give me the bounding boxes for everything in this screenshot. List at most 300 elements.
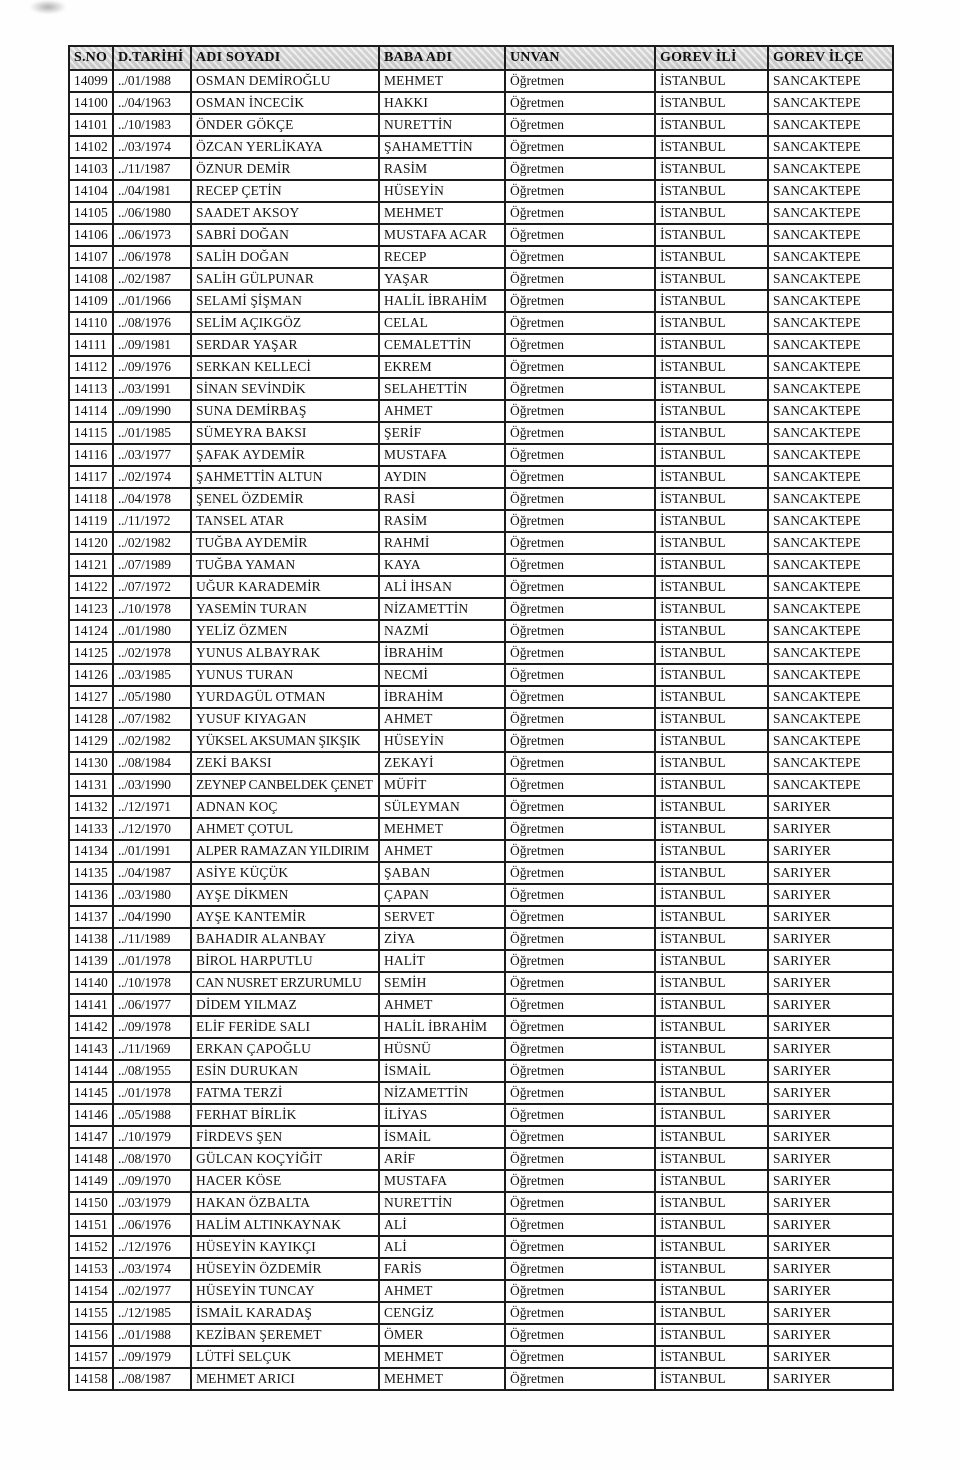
cell-gorev_ili: İSTANBUL [655, 862, 768, 884]
cell-gorev_ili: İSTANBUL [655, 510, 768, 532]
cell-dtarihi: ../01/1988 [113, 1324, 191, 1346]
cell-dtarihi: ../03/1991 [113, 378, 191, 400]
cell-unvan: Öğretmen [505, 1148, 655, 1170]
cell-adi_soyadi: BAHADIR ALANBAY [191, 928, 379, 950]
cell-adi_soyadi: HACER KÖSE [191, 1170, 379, 1192]
cell-dtarihi: ../01/1985 [113, 422, 191, 444]
table-row [69, 1368, 893, 1390]
cell-gorev_ili: İSTANBUL [655, 312, 768, 334]
cell-dtarihi: ../07/1989 [113, 554, 191, 576]
cell-sno: 14155 [69, 1302, 113, 1324]
table-row [69, 444, 893, 466]
cell-baba_adi: KAYA [379, 554, 505, 576]
cell-baba_adi: RASİM [379, 510, 505, 532]
cell-dtarihi: ../08/1987 [113, 1368, 191, 1390]
cell-gorev_ilce: SARIYER [768, 1280, 893, 1302]
cell-dtarihi: ../03/1990 [113, 774, 191, 796]
cell-baba_adi: RECEP [379, 246, 505, 268]
cell-adi_soyadi: YÜKSEL AKSUMAN ŞIKŞIK [191, 730, 379, 752]
cell-baba_adi: ARİF [379, 1148, 505, 1170]
cell-gorev_ili: İSTANBUL [655, 1258, 768, 1280]
cell-gorev_ili: İSTANBUL [655, 950, 768, 972]
table-row [69, 1258, 893, 1280]
cell-unvan: Öğretmen [505, 92, 655, 114]
cell-gorev_ilce: SANCAKTEPE [768, 136, 893, 158]
cell-unvan: Öğretmen [505, 972, 655, 994]
cell-gorev_ili: İSTANBUL [655, 818, 768, 840]
cell-baba_adi: İBRAHİM [379, 686, 505, 708]
cell-adi_soyadi: UĞUR KARADEMİR [191, 576, 379, 598]
cell-dtarihi: ../03/1974 [113, 136, 191, 158]
cell-baba_adi: MÜFİT [379, 774, 505, 796]
cell-adi_soyadi: SALİH DOĞAN [191, 246, 379, 268]
table-row [69, 400, 893, 422]
cell-sno: 14139 [69, 950, 113, 972]
cell-unvan: Öğretmen [505, 752, 655, 774]
cell-dtarihi: ../03/1980 [113, 884, 191, 906]
cell-sno: 14156 [69, 1324, 113, 1346]
cell-dtarihi: ../04/1963 [113, 92, 191, 114]
table-row [69, 774, 893, 796]
table-row [69, 70, 893, 92]
cell-adi_soyadi: HÜSEYİN KAYIKÇI [191, 1236, 379, 1258]
cell-gorev_ilce: SARIYER [768, 906, 893, 928]
table-row [69, 136, 893, 158]
cell-gorev_ili: İSTANBUL [655, 576, 768, 598]
cell-dtarihi: ../11/1969 [113, 1038, 191, 1060]
table-row [69, 1060, 893, 1082]
cell-sno: 14106 [69, 224, 113, 246]
cell-dtarihi: ../06/1978 [113, 246, 191, 268]
cell-adi_soyadi: HAKAN ÖZBALTA [191, 1192, 379, 1214]
cell-baba_adi: FARİS [379, 1258, 505, 1280]
cell-dtarihi: ../02/1982 [113, 532, 191, 554]
table-row [69, 664, 893, 686]
cell-baba_adi: HALİL İBRAHİM [379, 290, 505, 312]
cell-sno: 14147 [69, 1126, 113, 1148]
cell-adi_soyadi: YURDAGÜL OTMAN [191, 686, 379, 708]
cell-baba_adi: CENGİZ [379, 1302, 505, 1324]
cell-gorev_ilce: SARIYER [768, 1148, 893, 1170]
cell-gorev_ilce: SARIYER [768, 1214, 893, 1236]
cell-baba_adi: RAHMİ [379, 532, 505, 554]
table-row [69, 708, 893, 730]
cell-sno: 14141 [69, 994, 113, 1016]
cell-baba_adi: MEHMET [379, 202, 505, 224]
cell-dtarihi: ../01/1978 [113, 950, 191, 972]
column-header-gorev_ilce: GOREV İLÇE [768, 46, 893, 70]
cell-gorev_ilce: SARIYER [768, 1324, 893, 1346]
cell-sno: 14135 [69, 862, 113, 884]
cell-sno: 14140 [69, 972, 113, 994]
cell-gorev_ili: İSTANBUL [655, 1060, 768, 1082]
cell-dtarihi: ../03/1985 [113, 664, 191, 686]
table-row [69, 466, 893, 488]
cell-sno: 14128 [69, 708, 113, 730]
cell-sno: 14145 [69, 1082, 113, 1104]
cell-adi_soyadi: SABRİ DOĞAN [191, 224, 379, 246]
cell-gorev_ili: İSTANBUL [655, 422, 768, 444]
cell-sno: 14109 [69, 290, 113, 312]
cell-unvan: Öğretmen [505, 730, 655, 752]
cell-gorev_ili: İSTANBUL [655, 378, 768, 400]
cell-sno: 14104 [69, 180, 113, 202]
cell-dtarihi: ../02/1978 [113, 642, 191, 664]
cell-gorev_ili: İSTANBUL [655, 1038, 768, 1060]
cell-unvan: Öğretmen [505, 180, 655, 202]
cell-unvan: Öğretmen [505, 532, 655, 554]
cell-sno: 14154 [69, 1280, 113, 1302]
table-row [69, 1346, 893, 1368]
table-row [69, 1214, 893, 1236]
cell-sno: 14151 [69, 1214, 113, 1236]
cell-gorev_ilce: SARIYER [768, 972, 893, 994]
cell-unvan: Öğretmen [505, 686, 655, 708]
cell-unvan: Öğretmen [505, 224, 655, 246]
cell-adi_soyadi: ZEYNEP CANBELDEK ÇENET [191, 774, 379, 796]
table-row [69, 1016, 893, 1038]
cell-sno: 14152 [69, 1236, 113, 1258]
cell-adi_soyadi: YUNUS ALBAYRAK [191, 642, 379, 664]
cell-baba_adi: ZEKAYİ [379, 752, 505, 774]
cell-sno: 14142 [69, 1016, 113, 1038]
cell-gorev_ilce: SANCAKTEPE [768, 422, 893, 444]
cell-sno: 14149 [69, 1170, 113, 1192]
cell-unvan: Öğretmen [505, 1016, 655, 1038]
cell-dtarihi: ../02/1974 [113, 466, 191, 488]
cell-gorev_ilce: SARIYER [768, 950, 893, 972]
cell-dtarihi: ../01/1988 [113, 70, 191, 92]
cell-dtarihi: ../10/1979 [113, 1126, 191, 1148]
table-row [69, 840, 893, 862]
cell-sno: 14129 [69, 730, 113, 752]
cell-sno: 14117 [69, 466, 113, 488]
table-row [69, 994, 893, 1016]
cell-gorev_ilce: SARIYER [768, 1060, 893, 1082]
cell-gorev_ili: İSTANBUL [655, 532, 768, 554]
cell-gorev_ili: İSTANBUL [655, 488, 768, 510]
cell-adi_soyadi: ASİYE KÜÇÜK [191, 862, 379, 884]
cell-gorev_ili: İSTANBUL [655, 224, 768, 246]
cell-dtarihi: ../11/1987 [113, 158, 191, 180]
cell-gorev_ili: İSTANBUL [655, 1082, 768, 1104]
cell-dtarihi: ../04/1981 [113, 180, 191, 202]
cell-gorev_ilce: SARIYER [768, 1258, 893, 1280]
cell-baba_adi: NAZMİ [379, 620, 505, 642]
table-row [69, 686, 893, 708]
cell-adi_soyadi: YELİZ ÖZMEN [191, 620, 379, 642]
cell-unvan: Öğretmen [505, 1214, 655, 1236]
cell-baba_adi: MEHMET [379, 1368, 505, 1390]
cell-sno: 14099 [69, 70, 113, 92]
cell-dtarihi: ../01/1980 [113, 620, 191, 642]
cell-baba_adi: RASİ [379, 488, 505, 510]
cell-dtarihi: ../10/1983 [113, 114, 191, 136]
cell-gorev_ilce: SANCAKTEPE [768, 246, 893, 268]
cell-sno: 14110 [69, 312, 113, 334]
cell-sno: 14115 [69, 422, 113, 444]
cell-gorev_ili: İSTANBUL [655, 1170, 768, 1192]
table-header [69, 46, 893, 70]
cell-gorev_ili: İSTANBUL [655, 774, 768, 796]
column-header-dtarihi: D.TARİHİ [113, 46, 191, 70]
cell-gorev_ilce: SARIYER [768, 1192, 893, 1214]
table-row [69, 884, 893, 906]
cell-gorev_ilce: SARIYER [768, 818, 893, 840]
cell-unvan: Öğretmen [505, 1082, 655, 1104]
cell-dtarihi: ../08/1970 [113, 1148, 191, 1170]
cell-unvan: Öğretmen [505, 950, 655, 972]
cell-sno: 14125 [69, 642, 113, 664]
cell-baba_adi: SELAHETTİN [379, 378, 505, 400]
cell-dtarihi: ../10/1978 [113, 972, 191, 994]
cell-gorev_ili: İSTANBUL [655, 598, 768, 620]
cell-gorev_ilce: SANCAKTEPE [768, 224, 893, 246]
cell-baba_adi: HÜSNÜ [379, 1038, 505, 1060]
cell-dtarihi: ../12/1971 [113, 796, 191, 818]
table-row [69, 1170, 893, 1192]
cell-adi_soyadi: YASEMİN TURAN [191, 598, 379, 620]
cell-sno: 14144 [69, 1060, 113, 1082]
cell-baba_adi: MUSTAFA [379, 444, 505, 466]
cell-sno: 14112 [69, 356, 113, 378]
cell-gorev_ili: İSTANBUL [655, 1192, 768, 1214]
column-header-baba_adi: BABA ADI [379, 46, 505, 70]
cell-gorev_ilce: SANCAKTEPE [768, 70, 893, 92]
table-row [69, 224, 893, 246]
cell-gorev_ili: İSTANBUL [655, 400, 768, 422]
cell-sno: 14130 [69, 752, 113, 774]
cell-unvan: Öğretmen [505, 1192, 655, 1214]
cell-baba_adi: ZİYA [379, 928, 505, 950]
table-row [69, 422, 893, 444]
cell-unvan: Öğretmen [505, 1060, 655, 1082]
cell-gorev_ili: İSTANBUL [655, 730, 768, 752]
cell-gorev_ilce: SARIYER [768, 840, 893, 862]
cell-dtarihi: ../06/1973 [113, 224, 191, 246]
cell-gorev_ilce: SARIYER [768, 1236, 893, 1258]
table-row [69, 180, 893, 202]
cell-gorev_ili: İSTANBUL [655, 686, 768, 708]
cell-gorev_ili: İSTANBUL [655, 334, 768, 356]
cell-unvan: Öğretmen [505, 862, 655, 884]
cell-unvan: Öğretmen [505, 1126, 655, 1148]
cell-gorev_ili: İSTANBUL [655, 1346, 768, 1368]
cell-baba_adi: AHMET [379, 400, 505, 422]
cell-unvan: Öğretmen [505, 598, 655, 620]
cell-gorev_ili: İSTANBUL [655, 1280, 768, 1302]
cell-adi_soyadi: KEZİBAN ŞEREMET [191, 1324, 379, 1346]
cell-baba_adi: SERVET [379, 906, 505, 928]
table-row [69, 1126, 893, 1148]
cell-unvan: Öğretmen [505, 1104, 655, 1126]
cell-baba_adi: AHMET [379, 1280, 505, 1302]
table-row [69, 554, 893, 576]
table-row [69, 642, 893, 664]
cell-sno: 14136 [69, 884, 113, 906]
cell-unvan: Öğretmen [505, 1258, 655, 1280]
cell-baba_adi: AHMET [379, 708, 505, 730]
cell-baba_adi: EKREM [379, 356, 505, 378]
cell-unvan: Öğretmen [505, 1038, 655, 1060]
cell-sno: 14153 [69, 1258, 113, 1280]
cell-unvan: Öğretmen [505, 114, 655, 136]
cell-gorev_ilce: SANCAKTEPE [768, 774, 893, 796]
cell-gorev_ili: İSTANBUL [655, 664, 768, 686]
cell-dtarihi: ../02/1977 [113, 1280, 191, 1302]
table-row [69, 158, 893, 180]
table-row [69, 1038, 893, 1060]
cell-gorev_ili: İSTANBUL [655, 1236, 768, 1258]
cell-baba_adi: AHMET [379, 994, 505, 1016]
cell-dtarihi: ../09/1981 [113, 334, 191, 356]
cell-adi_soyadi: MEHMET ARICI [191, 1368, 379, 1390]
table-row [69, 92, 893, 114]
cell-adi_soyadi: İSMAİL KARADAŞ [191, 1302, 379, 1324]
cell-gorev_ili: İSTANBUL [655, 92, 768, 114]
cell-baba_adi: SÜLEYMAN [379, 796, 505, 818]
cell-baba_adi: İBRAHİM [379, 642, 505, 664]
cell-gorev_ilce: SARIYER [768, 1104, 893, 1126]
column-header-adi_soyadi: ADI SOYADI [191, 46, 379, 70]
cell-dtarihi: ../09/1970 [113, 1170, 191, 1192]
table-row [69, 356, 893, 378]
cell-gorev_ilce: SANCAKTEPE [768, 400, 893, 422]
cell-baba_adi: HAKKI [379, 92, 505, 114]
cell-sno: 14114 [69, 400, 113, 422]
table-row [69, 906, 893, 928]
cell-gorev_ili: İSTANBUL [655, 1016, 768, 1038]
cell-sno: 14118 [69, 488, 113, 510]
cell-gorev_ilce: SARIYER [768, 796, 893, 818]
cell-sno: 14131 [69, 774, 113, 796]
cell-adi_soyadi: SELİM AÇIKGÖZ [191, 312, 379, 334]
cell-gorev_ili: İSTANBUL [655, 180, 768, 202]
cell-dtarihi: ../01/1991 [113, 840, 191, 862]
cell-gorev_ilce: SARIYER [768, 862, 893, 884]
cell-gorev_ili: İSTANBUL [655, 840, 768, 862]
cell-gorev_ili: İSTANBUL [655, 444, 768, 466]
table-row [69, 246, 893, 268]
cell-baba_adi: İSMAİL [379, 1060, 505, 1082]
cell-gorev_ili: İSTANBUL [655, 466, 768, 488]
cell-adi_soyadi: ÖNDER GÖKÇE [191, 114, 379, 136]
table-row [69, 1280, 893, 1302]
cell-gorev_ili: İSTANBUL [655, 1368, 768, 1390]
cell-gorev_ilce: SANCAKTEPE [768, 334, 893, 356]
cell-adi_soyadi: SÜMEYRA BAKSI [191, 422, 379, 444]
cell-adi_soyadi: ELİF FERİDE SALI [191, 1016, 379, 1038]
cell-sno: 14113 [69, 378, 113, 400]
cell-gorev_ilce: SARIYER [768, 1368, 893, 1390]
cell-unvan: Öğretmen [505, 290, 655, 312]
cell-gorev_ilce: SARIYER [768, 928, 893, 950]
cell-baba_adi: RASİM [379, 158, 505, 180]
table-row [69, 1082, 893, 1104]
cell-unvan: Öğretmen [505, 1170, 655, 1192]
table-row [69, 202, 893, 224]
cell-sno: 14123 [69, 598, 113, 620]
cell-unvan: Öğretmen [505, 488, 655, 510]
cell-dtarihi: ../11/1972 [113, 510, 191, 532]
table-row [69, 334, 893, 356]
cell-sno: 14122 [69, 576, 113, 598]
cell-gorev_ili: İSTANBUL [655, 928, 768, 950]
cell-dtarihi: ../04/1978 [113, 488, 191, 510]
table-row [69, 378, 893, 400]
cell-unvan: Öğretmen [505, 246, 655, 268]
table-row [69, 1104, 893, 1126]
cell-gorev_ili: İSTANBUL [655, 1126, 768, 1148]
cell-gorev_ili: İSTANBUL [655, 356, 768, 378]
cell-adi_soyadi: SERKAN KELLECİ [191, 356, 379, 378]
cell-dtarihi: ../12/1976 [113, 1236, 191, 1258]
cell-unvan: Öğretmen [505, 1302, 655, 1324]
cell-dtarihi: ../05/1980 [113, 686, 191, 708]
table-row [69, 1324, 893, 1346]
cell-sno: 14138 [69, 928, 113, 950]
cell-dtarihi: ../06/1977 [113, 994, 191, 1016]
cell-sno: 14102 [69, 136, 113, 158]
cell-gorev_ilce: SANCAKTEPE [768, 180, 893, 202]
cell-unvan: Öğretmen [505, 928, 655, 950]
cell-adi_soyadi: HALİM ALTINKAYNAK [191, 1214, 379, 1236]
cell-baba_adi: NURETTİN [379, 1192, 505, 1214]
cell-adi_soyadi: SUNA DEMİRBAŞ [191, 400, 379, 422]
cell-adi_soyadi: AYŞE KANTEMİR [191, 906, 379, 928]
cell-unvan: Öğretmen [505, 136, 655, 158]
cell-baba_adi: AHMET [379, 840, 505, 862]
cell-adi_soyadi: TUĞBA YAMAN [191, 554, 379, 576]
cell-unvan: Öğretmen [505, 774, 655, 796]
cell-gorev_ilce: SARIYER [768, 994, 893, 1016]
table-row [69, 862, 893, 884]
cell-gorev_ilce: SANCAKTEPE [768, 466, 893, 488]
cell-unvan: Öğretmen [505, 576, 655, 598]
cell-unvan: Öğretmen [505, 642, 655, 664]
cell-unvan: Öğretmen [505, 466, 655, 488]
table-row [69, 972, 893, 994]
table-row [69, 928, 893, 950]
table-row [69, 290, 893, 312]
cell-dtarihi: ../02/1987 [113, 268, 191, 290]
cell-adi_soyadi: YUSUF KIYAGAN [191, 708, 379, 730]
table-row [69, 818, 893, 840]
cell-adi_soyadi: ÖZNUR DEMİR [191, 158, 379, 180]
cell-adi_soyadi: ŞENEL ÖZDEMİR [191, 488, 379, 510]
table-row [69, 532, 893, 554]
cell-dtarihi: ../11/1989 [113, 928, 191, 950]
cell-baba_adi: HALİT [379, 950, 505, 972]
cell-unvan: Öğretmen [505, 840, 655, 862]
cell-dtarihi: ../10/1978 [113, 598, 191, 620]
column-header-sno: S.NO [69, 46, 113, 70]
cell-adi_soyadi: SAADET AKSOY [191, 202, 379, 224]
cell-gorev_ilce: SANCAKTEPE [768, 532, 893, 554]
cell-dtarihi: ../02/1982 [113, 730, 191, 752]
cell-adi_soyadi: OSMAN İNCECİK [191, 92, 379, 114]
cell-baba_adi: AYDIN [379, 466, 505, 488]
cell-adi_soyadi: HÜSEYİN TUNCAY [191, 1280, 379, 1302]
cell-unvan: Öğretmen [505, 884, 655, 906]
cell-dtarihi: ../04/1987 [113, 862, 191, 884]
cell-gorev_ilce: SANCAKTEPE [768, 444, 893, 466]
cell-gorev_ilce: SANCAKTEPE [768, 488, 893, 510]
cell-gorev_ilce: SANCAKTEPE [768, 268, 893, 290]
cell-gorev_ili: İSTANBUL [655, 906, 768, 928]
cell-adi_soyadi: SİNAN SEVİNDİK [191, 378, 379, 400]
cell-unvan: Öğretmen [505, 312, 655, 334]
